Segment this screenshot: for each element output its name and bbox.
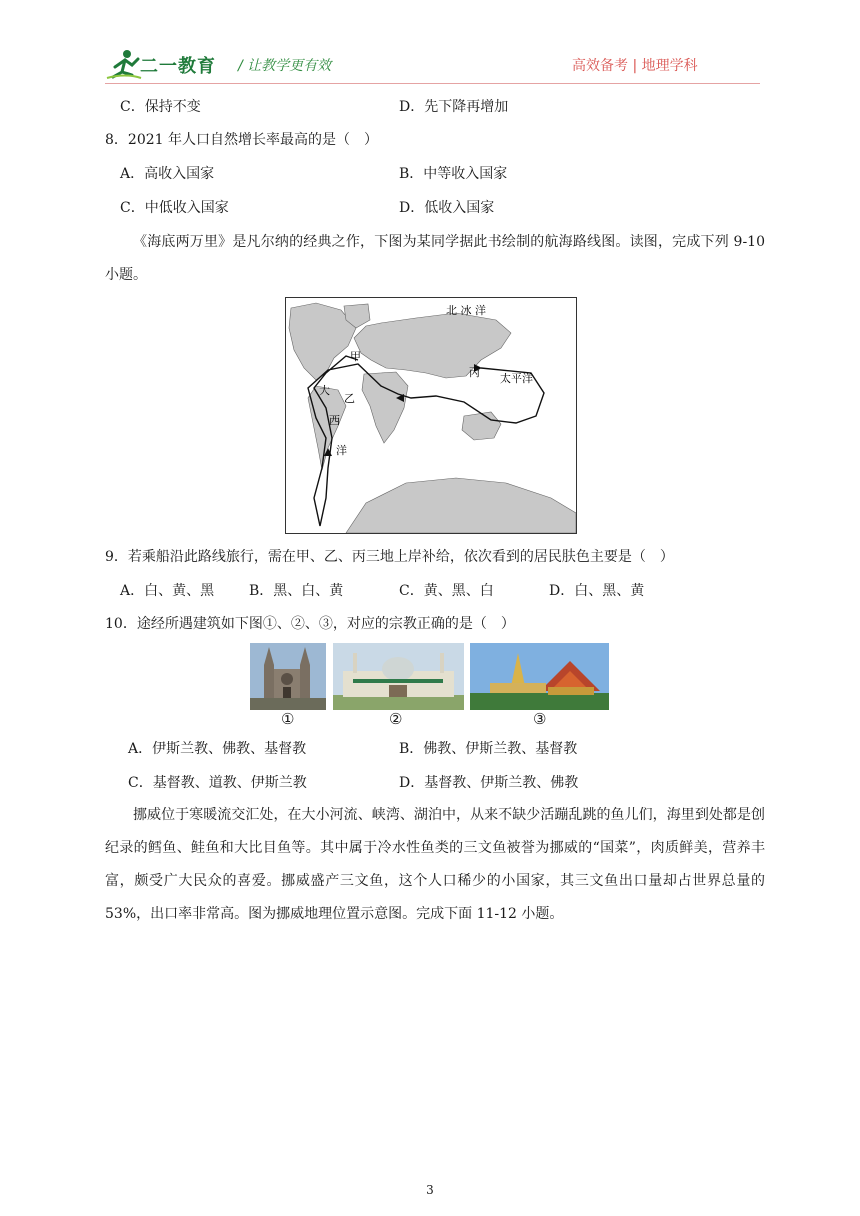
q9-stem: 9．若乘船沿此路线旅行，需在甲、乙、丙三地上岸补给，依次看到的居民肤色主要是（ ） (105, 549, 674, 565)
map-label-atlantic-1: 大 (319, 384, 330, 397)
antarctica-shape (346, 478, 576, 533)
map-label-jia: 甲 (350, 350, 361, 363)
q10-option-a: A．伊斯兰教、佛教、基督教 (128, 741, 307, 757)
q9-option-d: D．白、黑、黄 (549, 583, 645, 599)
map-label-arctic: 北 冰 洋 (446, 304, 486, 317)
photo-mark-1: ① (281, 710, 295, 728)
map-label-bing: 丙 (469, 366, 480, 379)
africa-shape (362, 372, 408, 443)
passage-norway: 挪威位于寒暖流交汇处，在大小河流、峡湾、湖泊中，从来不缺少活蹦乱跳的鱼儿们，海里到处都是创纪录的鳕鱼、鲑鱼和大比目鱼等。其中属于冷水性鱼类的三文鱼被誉为挪威的“国菜”，肉质鲜美，营养丰富，颇受广大民众的喜爱。挪威盛产三文鱼，这个人口稀少的小国家，其三文鱼出口量却占世界总量的 53%，出口率非常高。图为挪威地理位置示意图。完成下面 11-12 小题。 (105, 807, 765, 922)
q10-stem: 10．途经所遇建筑如下图①、②、③，对应的宗教正确的是（ ） (105, 616, 515, 632)
q8-option-c: C．中低收入国家 (120, 200, 229, 216)
q8-option-d: D．低收入国家 (399, 200, 495, 216)
q8-option-a: A．高收入国家 (120, 166, 215, 182)
temple-photo (470, 643, 609, 710)
q9-option-a: A．白、黄、黑 (120, 583, 215, 599)
passage-voyage: 《海底两万里》是凡尔纳的经典之作，下图为某同学据此书绘制的航海路线图。读图，完成下列 9-10 小题。 (105, 234, 765, 283)
page-header (0, 0, 860, 90)
australia-shape (462, 412, 501, 440)
map-label-yi: 乙 (344, 392, 355, 405)
q8-stem: 8．2021 年人口自然增长率最高的是（ ） (105, 132, 378, 148)
q9-option-b: B．黑、白、黄 (249, 583, 344, 599)
photo-mark-3: ③ (533, 710, 547, 728)
map-label-pacific: 太平洋 (500, 372, 533, 385)
brand-name: 二一教育 (140, 56, 216, 77)
south-america-shape (308, 386, 346, 470)
q7-option-c: C．保持不变 (120, 99, 201, 115)
mosque-photo (333, 643, 464, 710)
brand-slogan: / 让教学更有效 (238, 58, 332, 74)
cathedral-photo (250, 643, 326, 710)
photo-mark-2: ② (389, 710, 403, 728)
map-label-atlantic-3: 洋 (336, 444, 347, 457)
q10-option-d: D．基督教、伊斯兰教、佛教 (399, 775, 579, 791)
page-number: 3 (426, 1183, 434, 1197)
q9-option-c: C．黄、黑、白 (399, 583, 494, 599)
world-map-figure (286, 298, 576, 533)
q10-option-c: C．基督教、道教、伊斯兰教 (128, 775, 307, 791)
q7-option-d: D．先下降再增加 (399, 99, 509, 115)
subject-tag: 高效备考 | 地理学科 (572, 58, 698, 74)
voyage-route-map (285, 297, 577, 534)
q8-option-b: B．中等收入国家 (399, 166, 508, 182)
map-label-atlantic-2: 西 (329, 414, 340, 427)
q10-option-b: B．佛教、伊斯兰教、基督教 (399, 741, 578, 757)
header-divider (105, 83, 760, 84)
